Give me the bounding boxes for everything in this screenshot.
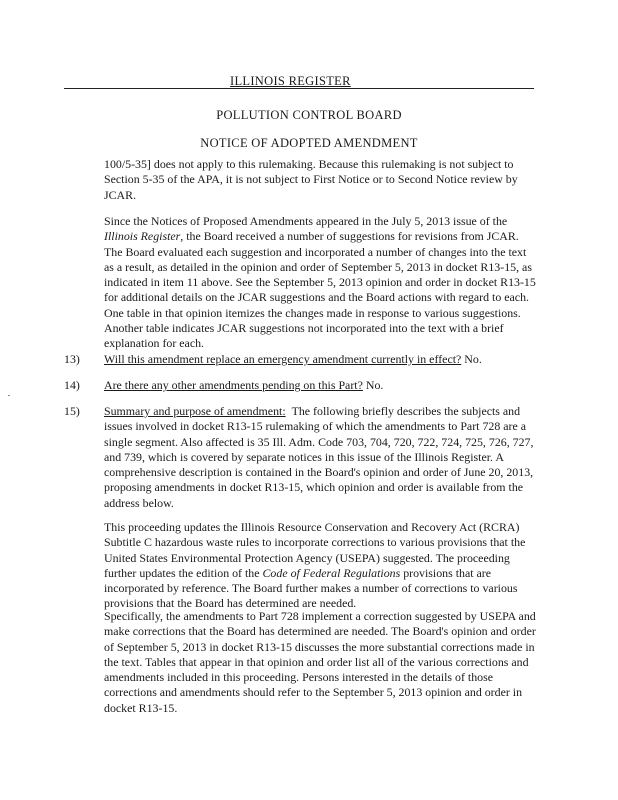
item-14-number: 14) xyxy=(64,378,80,392)
item-14-question: Are there any other amendments pending on this Part? xyxy=(104,378,363,392)
item-14-answer: No. xyxy=(365,378,384,392)
illinois-register-italic: Illinois Register xyxy=(104,229,181,244)
rcra-paragraph xyxy=(104,520,536,612)
intro-paragraph: 100/5-35] does not apply to this rulemaking. Because this rulemaking is not subject to Section 5-35 of the APA, it is not subject to First Notice or to Second Notice review by JCAR. xyxy=(104,157,518,202)
item-13-number: 13) xyxy=(64,352,80,366)
cfr-italic: Code of Federal Regulations xyxy=(262,565,401,580)
item-15-number: 15) xyxy=(64,404,80,418)
part-728-paragraph: Specifically, the amendments to Part 728 implement a correction suggested by USEPA and make corrections that the Board has determined are needed. The Board's opinion and order of September 5, 2013 in docket R13-15 discusses the more substantial corrections made in the text. Tables that appear in that opinion and order list all of the various corrections and amendments included in this proceeding. Persons interested in the details of those corrections and amendments should refer to the September 5, 2013 opinion and order in docket R13-15. xyxy=(104,609,536,715)
margin-mark xyxy=(8,395,10,396)
register-title: ILLINOIS REGISTER xyxy=(230,74,351,88)
item-13 xyxy=(104,352,536,367)
item-15 xyxy=(104,404,536,511)
jcar-text-b: , the Board received a number of suggestions for revisions from JCAR. The Board evaluated each suggestion and incorporated a number of changes into the text as a result, as detailed in the opinion and order of September 5, 2013 in docket R13-15, as indicated in item 11 above. See the September 5, 2013 opinion and order in docket R13-15 for additional details on the JCAR suggestions and the Board actions with regard to each. One table in that opinion itemizes the changes made in response to various suggestions. Another table indicates JCAR suggestions not incorporated into the text with a brief explanation for each. xyxy=(104,229,536,351)
notice-title: NOTICE OF ADOPTED AMENDMENT xyxy=(200,136,418,150)
jcar-paragraph xyxy=(104,214,536,352)
rcra-text-a: This proceeding updates the Illinois Resource Conservation and Recovery Act (RCRA) Subtitle C hazardous waste rules to incorporate corrections to various provisions that the United States Environmental Protection Agency (USEPA) suggested. The proceeding further updates the edition of the xyxy=(104,520,526,580)
item-15-text: The following briefly describes the subjects and issues involved in docket R13-15 rulemaking of which the amendments to Part 728 are a single segment. Also affected is 35 Ill. Adm. Code 703, 704, 720, 722, 724, 725, 726, 727, and 739, which is covered by separate notices in this issue of the Illinois Register. A comprehensive description is contained in the Board's opinion and order of June 20, 2013, proposing amendments in docket R13-15, which opinion and order is available from the address below. xyxy=(104,404,534,510)
item-13-answer: No. xyxy=(464,352,482,366)
item-14 xyxy=(104,378,536,393)
item-13-question: Will this amendment replace an emergency amendment currently in effect? xyxy=(104,352,462,366)
jcar-text-a: Since the Notices of Proposed Amendments appeared in the July 5, 2013 issue of the xyxy=(104,214,508,228)
board-name: POLLUTION CONTROL BOARD xyxy=(216,108,402,122)
item-15-label: Summary and purpose of amendment: xyxy=(104,404,286,418)
rcra-text-b: provisions that are incorporated by reference. The Board further makes a number of corrections to various provisions that the Board has determined are needed. xyxy=(104,565,518,611)
